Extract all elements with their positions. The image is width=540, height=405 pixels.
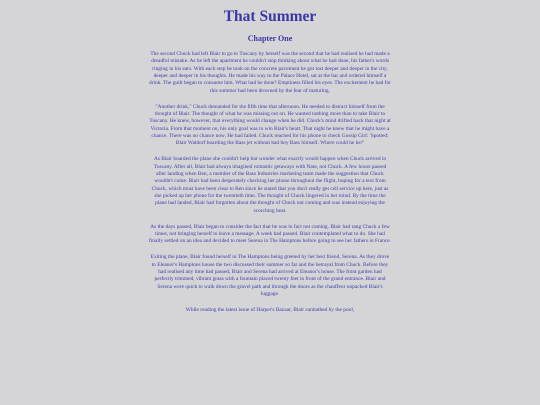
story-paragraph: As Blair boarded the plane she couldn't help but wonder what exactly would happen when Chuck arrived in Tuscany. After all, Blair had always imagined romantic getaways with Nate, not Chuck. A few hours passed after landing when Ben, a member of the Bass Industries marketing team made the suggestion that Chuck wouldn't come. Blair had been desperately checking her phone throughout the flight, hoping for a text from Chuck, which must have been clear to Ben since he stated that you don't really get cell service up here, just as she picked up her phone for the twentieth time. The thought of Chuck lingered in her mind. By the time the plane had landed, Blair had forgotten about the thought of Chuck not coming and was instead enjoying the scorching heat. xyxy=(151,156,389,214)
chapter-heading: Chapter One xyxy=(247,34,293,43)
story-paragraph: Exiting the plane, Blair found herself in The Hamptons being greeted by her best friend, Serena. As they drove to Eleanor's Hamptons house the two discussed their summer so far and the betrayal from Chuck. Before they had realised any time had passed, Blair and Serena had arrived at Eleanor's house. The front garden had perfectly trimmed, vibrant grass with a fountain placed twenty feet in front of the grand entrance. Blair and Serena were quick to walk down the gravel path and through the doors as the chauffeur unpacked Blair's luggage. xyxy=(150,254,390,297)
story-title: That Summer xyxy=(223,8,317,25)
story-paragraph: The second Chuck had left Blair to go to Tuscany by herself was the second that he had realised he had made a dreadful mistake. As he left the apartment he couldn't stop thinking about what he had done, his father's words ringing in his ears. With each step he took on the concrete pavement he got lost deeper and deeper in the city, deeper and deeper in his thoughts. He made his way to the Palace Hotel, sat at the bar and ordered himself a drink. The guilt began to consume him. What had he done? Emptiness filled his eyes. The excitement he had for this summer had been drowned by the fear of maturing. xyxy=(149,51,391,94)
story-paragraph: While reading the latest issue of Harper's Bazaar, Blair sunbathed by the pool, xyxy=(185,306,355,313)
story-paragraph: As the days passed, Blair began to consider the fact that he was in fact not coming. Blair had rang Chuck a few times, not bringing herself to leave a message. A week had passed. Blair contemplated what to do. She had finally settled on an idea and decided to meet Serena in The Hamptons before going to see her fathers in France. xyxy=(149,223,391,245)
story-paragraph: "Another drink," Chuck demanded for the fifth time that afternoon. He needed to distract himself from the thought of Blair. The thought of what he was missing out on. He wanted nothing more than to take Blair to Tuscany. He knew, however, that everything would change when he did. Chuck's mind drifted back that night at Victoria. From that moment on, his only goal was to win Blair's heart. That night he knew that he might have a chance. There was no chance now. He had failed. Chuck reached for his phone to check Gossip Girl: 'Spotted: Blair Waldorf boarding the Bass jet without bad boy Bass himself. Where could he be?' xyxy=(149,103,391,147)
story-body xyxy=(149,51,391,314)
